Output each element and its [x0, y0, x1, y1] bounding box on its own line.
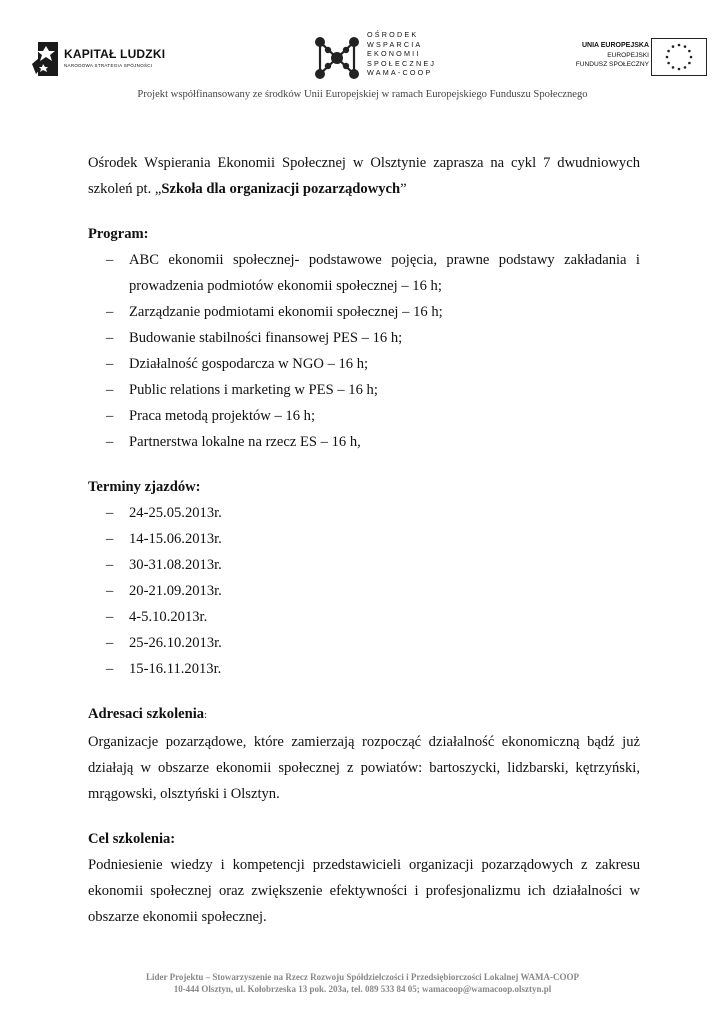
list-item [88, 630, 640, 656]
eu-star-icon [678, 68, 681, 71]
addressees-colon: : [204, 710, 207, 721]
dash-bullet: – [106, 356, 114, 372]
eu-star-icon [688, 50, 691, 53]
owes-line: OŚRODEK [367, 30, 419, 39]
term-date: 24-25.05.2013r. [129, 505, 222, 521]
program-heading: Program: [88, 226, 149, 242]
addressees-text: Organizacje pozarządowe, które zamierzają rozpocząć działalność ekonomiczną bądź już działają w obszarze ekonomii społecznej z powiatów: bartoszycki, lidzbarski, kętrzyński, mrągowski, olsztyński i Olsztyn. [88, 734, 640, 802]
dash-bullet: – [106, 505, 114, 521]
term-date: 14-15.06.2013r. [129, 531, 222, 547]
footer-line-2: 10-444 Olsztyn, ul. Kołobrzeska 13 pok. 203a, tel. 089 533 84 05; wamacoop@wamacoop.olsztyn.pl [173, 984, 552, 994]
kl-logo-subtitle: NARODOWA STRATEGIA SPÓJNOŚCI [64, 63, 153, 68]
term-date: 20-21.09.2013r. [129, 583, 222, 599]
eu-star-icon [688, 62, 691, 65]
program-item: Praca metodą projektów – 16 h; [129, 408, 316, 424]
term-date: 30-31.08.2013r. [129, 557, 222, 573]
program-item: Partnerstwa lokalne na rzecz ES – 16 h, [129, 434, 361, 450]
program-item: ABC ekonomii społecznej- podstawowe pojęcia, prawne podstawy zakładania i prowadzenia podmiotów ekonomii społecznej – 16 h; [129, 252, 640, 294]
list-item [88, 403, 640, 429]
eu-star-icon [684, 45, 687, 48]
owes-line: WSPARCIA [367, 39, 423, 49]
kapital-ludzki-emblem-icon [30, 38, 60, 78]
owes-molecule-icon [312, 34, 362, 82]
addressees-heading-text: Adresaci szkolenia [88, 706, 205, 722]
eu-logo-text [576, 41, 649, 70]
list-item [88, 578, 640, 604]
dash-bullet: – [106, 635, 114, 651]
term-date: 25-26.10.2013r. [129, 635, 222, 651]
dash-bullet: – [106, 252, 114, 268]
list-item [88, 500, 640, 526]
owes-logo-text [367, 30, 436, 78]
owes-logo [312, 30, 437, 86]
terms-heading: Terminy zjazdów: [88, 479, 201, 495]
eu-logo [565, 38, 715, 78]
footer-line-1: Lider Projektu – Stowarzyszenie na Rzecz Rozwoju Spółdzielczości i Przedsiębiorczości Lokalnej WAMA-COOP [145, 972, 579, 982]
eu-star-icon [690, 56, 693, 59]
project-cofinancing-line: Projekt współfinansowany ze środków Unii Europejskiej w ramach Europejskiego Funduszu Społecznego [137, 89, 588, 100]
intro-paragraph [88, 150, 640, 202]
goal-text: Podniesienie wiedzy i kompetencji przedstawicieli organizacji pozarządowych z zakresu ekonomii społecznej oraz zwiększenie efektywności i profesjonalizmu ich działalności w obszarze ekonomii społecznej. [88, 857, 640, 925]
letterhead [0, 0, 725, 110]
terms-list [88, 500, 640, 682]
intro-text: Ośrodek Wspierania Ekonomii Społecznej w Olsztynie zaprasza na cykl 7 dwudniowych szkoleń pt. „ [88, 155, 640, 197]
eu-line-1: UNIA EUROPEJSKA [581, 42, 649, 49]
dash-bullet: – [106, 434, 114, 450]
owes-line: EKONOMII [367, 49, 421, 59]
dash-bullet: – [106, 557, 114, 573]
eu-line-2: EUROPEJSKI [607, 51, 649, 59]
list-item [88, 526, 640, 552]
dash-bullet: – [106, 304, 114, 320]
kapital-ludzki-logo [30, 38, 165, 80]
eu-star-icon [667, 62, 670, 65]
kl-logo-title: KAPITAŁ LUDZKI [64, 47, 166, 61]
program-item: Działalność gospodarcza w NGO – 16 h; [129, 356, 369, 372]
goal-heading: Cel szkolenia: [88, 831, 176, 847]
list-item [88, 325, 640, 351]
dash-bullet: – [106, 382, 114, 398]
eu-star-icon [672, 45, 675, 48]
document-body [88, 150, 640, 930]
footer [0, 971, 725, 995]
owes-line: SPOŁECZNEJ [367, 58, 437, 68]
list-item [88, 299, 640, 325]
owes-line: WAMA-COOP [367, 68, 433, 78]
training-title: Szkoła dla organizacji pozarządowych [161, 181, 401, 197]
program-item: Zarządzanie podmiotami ekonomii społecznej – 16 h; [129, 304, 443, 320]
dash-bullet: – [106, 408, 114, 424]
program-item: Budowanie stabilności finansowej PES – 16 h; [129, 330, 403, 346]
list-item [88, 377, 640, 403]
addressees-heading [88, 701, 640, 729]
program-item: Public relations i marketing w PES – 16 h; [129, 382, 378, 398]
list-item [88, 604, 640, 630]
eu-star-icon [667, 50, 670, 53]
list-item [88, 656, 640, 682]
term-date: 15-16.11.2013r. [129, 661, 222, 677]
list-item [88, 429, 640, 455]
dash-bullet: – [106, 609, 114, 625]
eu-star-icon [678, 44, 681, 47]
eu-flag-icon [651, 38, 707, 76]
eu-star-icon [666, 56, 669, 59]
list-item [88, 552, 640, 578]
dash-bullet: – [106, 531, 114, 547]
dash-bullet: – [106, 583, 114, 599]
dash-bullet: – [106, 661, 114, 677]
term-date: 4-5.10.2013r. [129, 609, 208, 625]
list-item [88, 351, 640, 377]
dash-bullet: – [106, 330, 114, 346]
intro-suffix: ” [400, 181, 407, 197]
eu-star-icon [684, 66, 687, 69]
program-list [88, 247, 640, 455]
list-item [88, 247, 640, 299]
eu-star-icon [672, 66, 675, 69]
eu-line-3: FUNDUSZ SPOŁECZNY [575, 61, 649, 69]
